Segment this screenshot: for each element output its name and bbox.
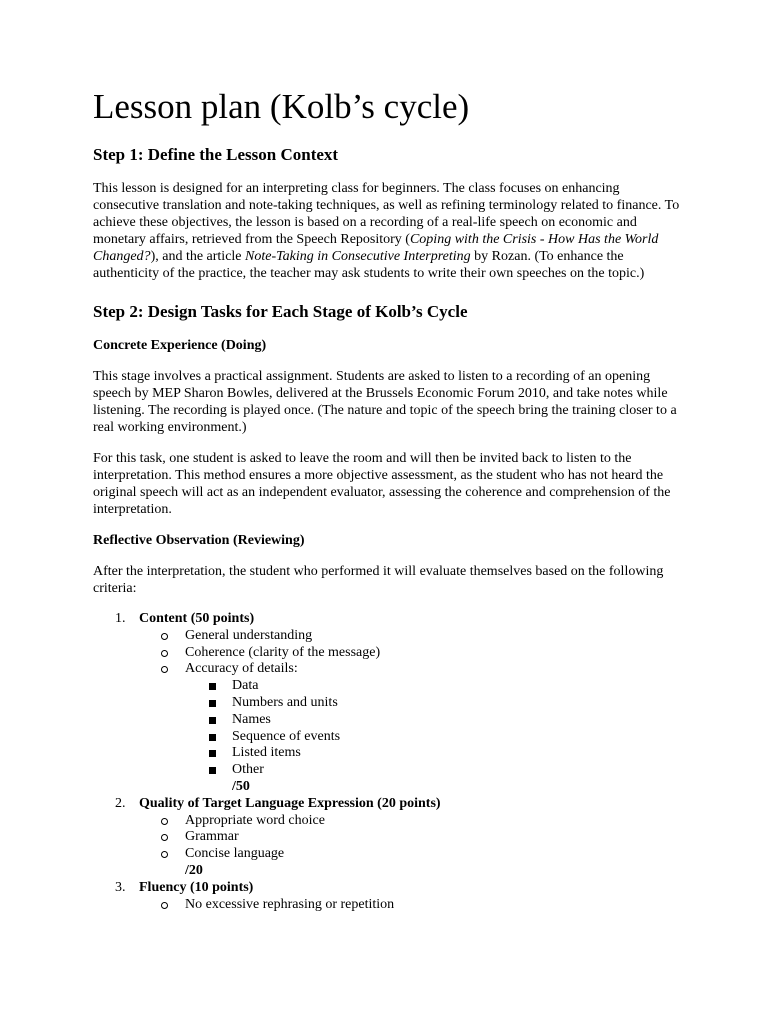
criterion-subitem-text: Concise language <box>185 846 285 862</box>
criterion-detail-item <box>93 695 683 712</box>
criterion-subitem <box>93 813 683 830</box>
hollow-circle-bullet-icon <box>161 633 168 640</box>
criterion-detail-text: Other <box>232 762 264 778</box>
criterion-detail-text: Listed items <box>232 745 301 761</box>
criterion-detail-text: Sequence of events <box>232 728 341 744</box>
criterion-label: Fluency (10 points) <box>139 879 254 895</box>
square-bullet-icon <box>209 683 216 690</box>
criterion-number: 2. <box>115 795 126 811</box>
page-title: Lesson plan (Kolb’s cycle) <box>93 87 470 126</box>
criterion-detail-text: Numbers and units <box>232 694 338 710</box>
speech-title: Coping with the Crisis - How Has the World Changed? <box>93 232 659 264</box>
hollow-circle-bullet-icon <box>161 834 168 841</box>
criterion-subitem <box>93 897 683 914</box>
square-bullet-icon <box>209 767 216 774</box>
document-page <box>93 86 683 913</box>
step1-heading: Step 1: Define the Lesson Context <box>93 145 339 164</box>
step2-heading: Step 2: Design Tasks for Each Stage of Kolb’s Cycle <box>93 302 468 321</box>
criterion-detail-item <box>93 745 683 762</box>
criterion-detail-item <box>93 712 683 729</box>
square-bullet-icon <box>209 717 216 724</box>
criterion-detail-item <box>93 678 683 695</box>
reflective-paragraph: After the interpretation, the student who performed it will evaluate themselves based on the following criteria: <box>93 564 664 596</box>
step1-text-a: This lesson is designed for an interpreting class for beginners. The class focuses on enhancing consecutive translation and note-taking techniques, as well as refining terminology related to finance. To achieve these objectives, the lesson is based on a recording of a real-life speech on economic and monetary affairs, retrieved from the Speech Repository ( <box>93 181 680 247</box>
criterion-label: Quality of Target Language Expression (20 points) <box>139 795 441 811</box>
hollow-circle-bullet-icon <box>161 666 168 673</box>
criterion-subitem <box>93 661 683 678</box>
hollow-circle-bullet-icon <box>161 851 168 858</box>
step1-text-c: ), and the article <box>150 249 246 264</box>
criterion-subitem <box>93 846 683 863</box>
criterion-subitem-text: Coherence (clarity of the message) <box>185 644 381 660</box>
criterion-subitem-text: Grammar <box>185 829 239 845</box>
criterion-score: /50 <box>232 778 250 794</box>
article-title: Note-Taking in Consecutive Interpreting <box>245 249 471 264</box>
criterion-detail-item <box>93 762 683 779</box>
criterion-number: 3. <box>115 879 126 895</box>
criterion-subitem-text: General understanding <box>185 627 313 643</box>
criterion-item <box>93 880 683 897</box>
criterion-detail-text: Names <box>232 711 271 727</box>
square-bullet-icon <box>209 734 216 741</box>
square-bullet-icon <box>209 750 216 757</box>
criterion-number: 1. <box>115 611 126 626</box>
criterion-subitem <box>93 829 683 846</box>
step1-text-e: by Rozan. (To enhance the authenticity of the practice, the teacher may ask students to write their own speeches on the topic.) <box>93 249 645 281</box>
step1-paragraph <box>93 180 683 282</box>
concrete-paragraph-2: For this task, one student is asked to leave the room and will then be invited back to listen to the interpretation. This method ensures a more objective assessment, as the student who has not heard the original speech will act as an independent evaluator, assessing the coherence and comprehension of the interpretation. <box>93 451 671 517</box>
hollow-circle-bullet-icon <box>161 818 168 825</box>
criterion-score: /20 <box>185 862 203 878</box>
criteria-list <box>93 611 683 913</box>
criterion-subitem-text: Accuracy of details: <box>185 661 298 677</box>
hollow-circle-bullet-icon <box>161 902 168 909</box>
hollow-circle-bullet-icon <box>161 650 168 657</box>
criterion-subitem-text: No excessive rephrasing or repetition <box>185 896 395 912</box>
reflective-observation-heading: Reflective Observation (Reviewing) <box>93 533 305 548</box>
criterion-subitem <box>93 645 683 662</box>
concrete-experience-heading: Concrete Experience (Doing) <box>93 338 267 353</box>
criterion-item <box>93 611 683 628</box>
square-bullet-icon <box>209 700 216 707</box>
criterion-label: Content (50 points) <box>139 611 255 626</box>
criterion-subitem <box>93 628 683 645</box>
criterion-detail-item <box>93 729 683 746</box>
concrete-paragraph-1: This stage involves a practical assignment. Students are asked to listen to a recording of an opening speech by MEP Sharon Bowles, delivered at the Brussels Economic Forum 2010, and take notes while listening. The recording is played once. (The nature and topic of the speech bring the training closer to a real working environment.) <box>93 369 677 435</box>
criterion-item <box>93 796 683 813</box>
criterion-subitem-text: Appropriate word choice <box>185 812 325 828</box>
criterion-detail-text: Data <box>232 678 259 694</box>
